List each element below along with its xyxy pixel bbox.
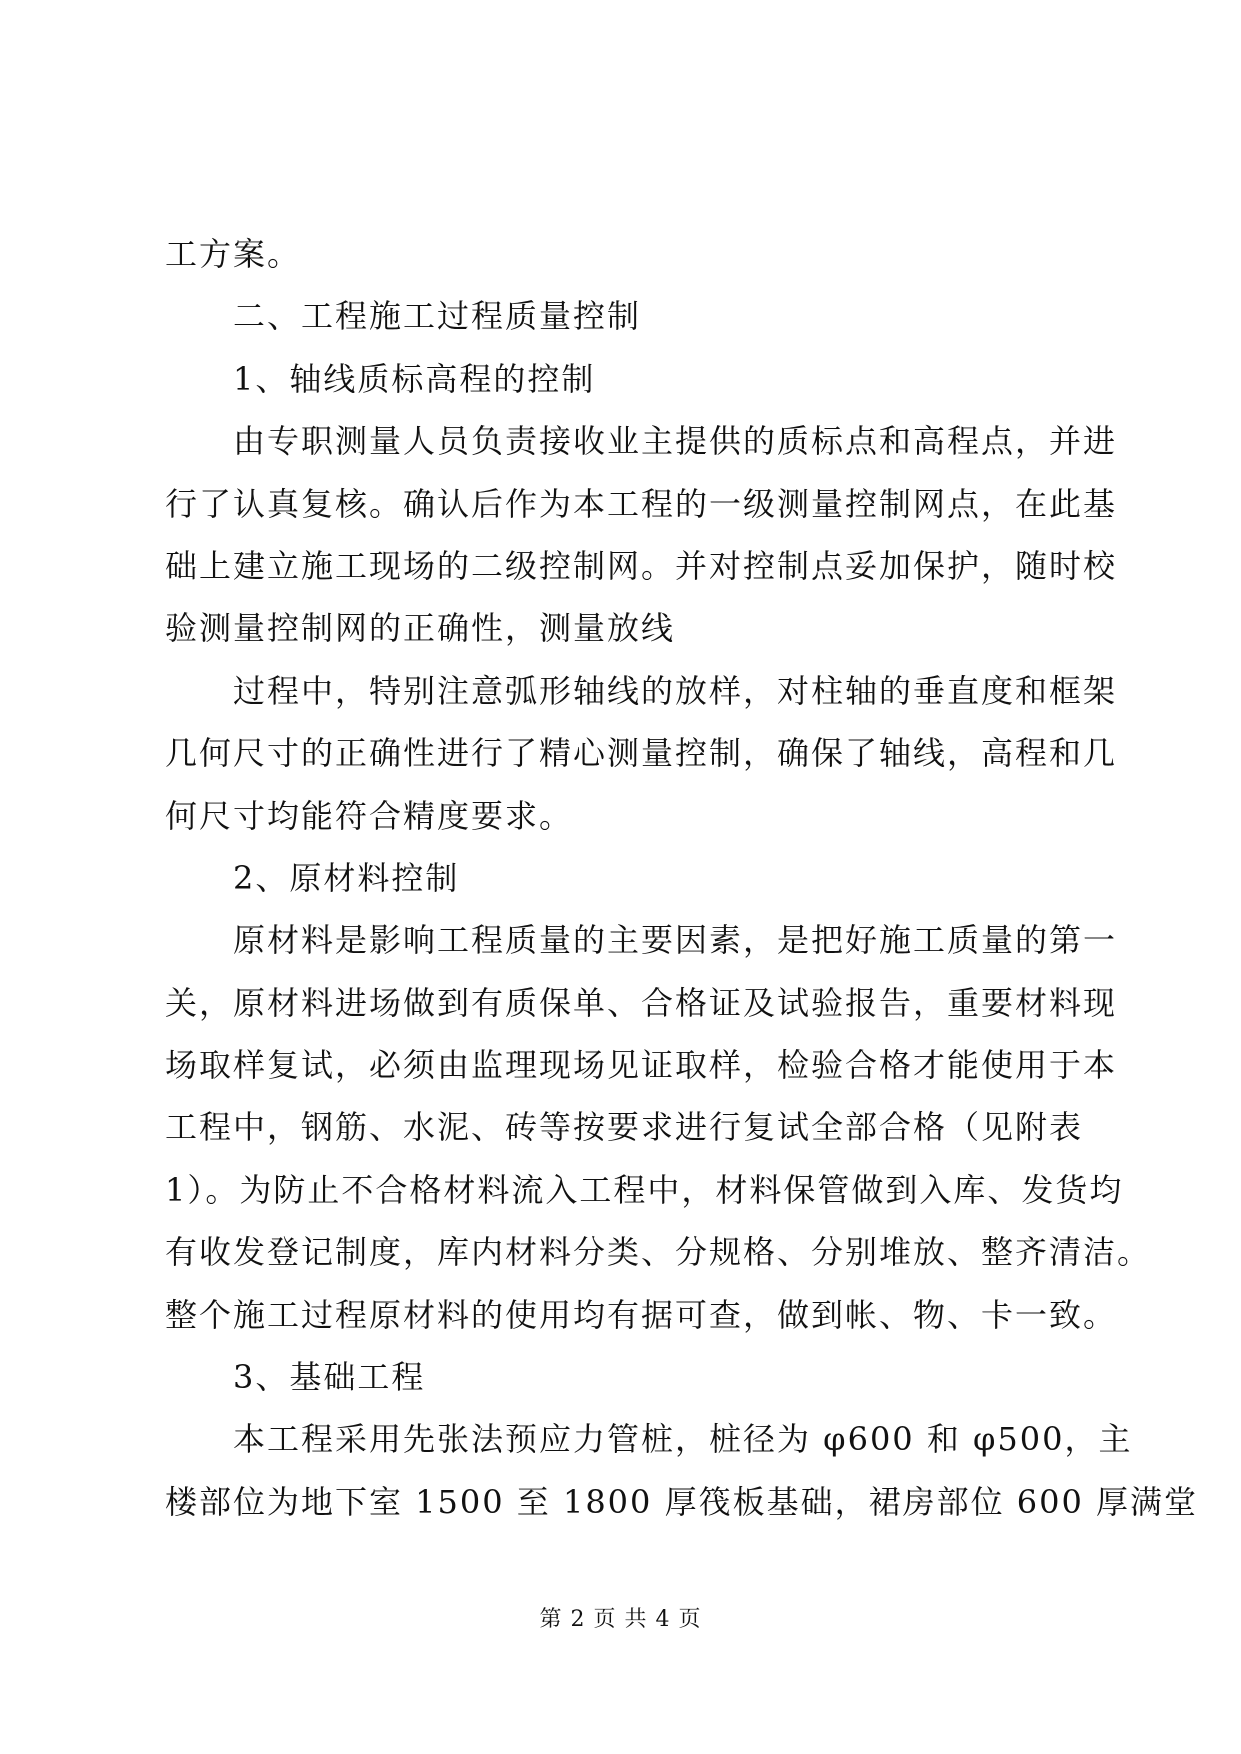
text-line: 行了认真复核。确认后作为本工程的一级测量控制网点，在此基 [165, 484, 1118, 523]
text-line: 2、原材料控制 [233, 858, 460, 897]
text-line: 楼部位为地下室 1500 至 1800 厚筏板基础，裙房部位 600 厚满堂 [165, 1482, 1198, 1521]
text-line: 何尺寸均能符合精度要求。 [165, 796, 574, 835]
text-line: 1、轴线质标高程的控制 [233, 359, 596, 398]
text-line: 3、基础工程 [233, 1358, 426, 1397]
text-line: 由专职测量人员负责接收业主提供的质标点和高程点，并进 [233, 422, 1118, 461]
text-line: 整个施工过程原材料的使用均有据可查，做到帐、物、卡一致。 [165, 1295, 1118, 1334]
text-line: 场取样复试，必须由监理现场见证取样，检验合格才能使用于本 [165, 1046, 1118, 1085]
text-line: 关，原材料进场做到有质保单、合格证及试验报告，重要材料现 [165, 983, 1118, 1022]
text-line: 有收发登记制度，库内材料分类、分规格、分别堆放、整齐清洁。 [165, 1233, 1152, 1272]
page-number-footer: 第 2 页 共 4 页 [539, 1607, 702, 1632]
text-line: 本工程采用先张法预应力管桩，桩径为 φ600 和 φ500，主 [233, 1420, 1133, 1459]
text-line: 二、工程施工过程质量控制 [233, 297, 642, 336]
text-line: 工方案。 [165, 235, 302, 273]
text-line: 础上建立施工现场的二级控制网。并对控制点妥加保护，随时校 [165, 546, 1118, 585]
document-body [165, 223, 1198, 1533]
text-line: 验测量控制网的正确性，测量放线 [165, 609, 676, 648]
text-line: 工程中，钢筋、水泥、砖等按要求进行复试全部合格（见附表 [165, 1108, 1084, 1147]
text-line: 原材料是影响工程质量的主要因素，是把好施工质量的第一 [233, 921, 1118, 960]
text-line: 1）。为防止不合格材料流入工程中，材料保管做到入库、发货均 [165, 1170, 1124, 1209]
text-line: 过程中，特别注意弧形轴线的放样，对柱轴的垂直度和框架 [233, 671, 1118, 710]
text-line: 几何尺寸的正确性进行了精心测量控制，确保了轴线，高程和几 [165, 734, 1118, 773]
